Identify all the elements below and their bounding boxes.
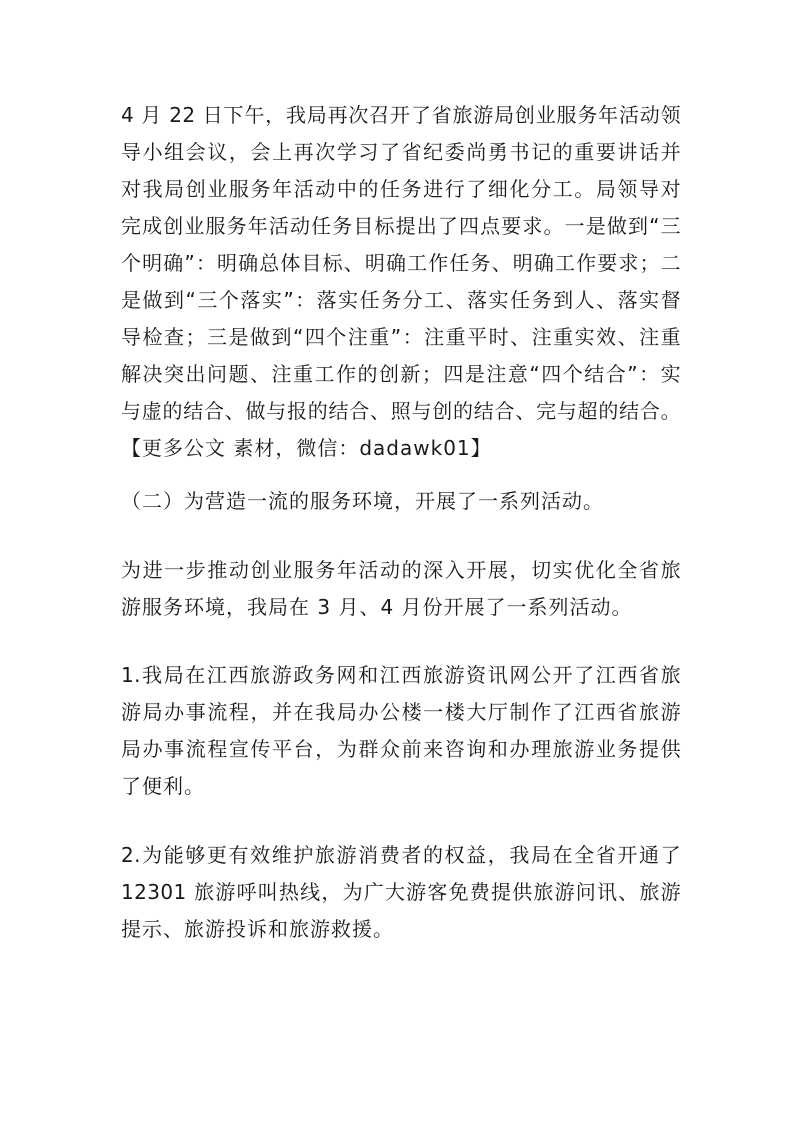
paragraph-1-line-2: 导小组会议，会上再次学习了省纪委尚勇书记的重要讲话并: [121, 140, 681, 164]
paragraph-1-line-6: 是做到“三个落实”：落实任务分工、落实任务到人、落实督: [121, 288, 681, 312]
paragraph-1-line-9: 与虚的结合、做与报的结合、照与创的结合、完与超的结合。: [121, 399, 681, 423]
paragraph-5-line-3: 提示、旅游投诉和旅游救援。: [121, 917, 394, 941]
paragraph-4-line-1: 1.我局在江西旅游政务网和江西旅游资讯网公开了江西省旅: [121, 663, 681, 687]
paragraph-2-line-1: （二）为营造一流的服务环境，开展了一系列活动。: [121, 489, 604, 513]
paragraph-1-line-8: 解决突出问题、注重工作的创新；四是注意“四个结合”：实: [121, 362, 681, 386]
paragraph-1-line-10: 【更多公文 素材，微信：dadawk01】: [121, 436, 492, 460]
paragraph-5-line-1: 2.为能够更有效维护旅游消费者的权益，我局在全省开通了: [121, 843, 681, 867]
paragraph-5-line-2: 12301 旅游呼叫热线，为广大游客免费提供旅游问讯、旅游: [121, 880, 681, 904]
paragraph-4-line-3: 局办事流程宣传平台，为群众前来咨询和办理旅游业务提供: [121, 737, 681, 761]
paragraph-4-line-4: 了便利。: [121, 774, 205, 798]
paragraph-4-line-2: 游局办事流程，并在我局办公楼一楼大厅制作了江西省旅游: [121, 700, 681, 724]
paragraph-1-line-1: 4 月 22 日下午，我局再次召开了省旅游局创业服务年活动领: [121, 103, 681, 127]
paragraph-1-line-5: 个明确”：明确总体目标、明确工作任务、明确工作要求；二: [121, 251, 681, 275]
paragraph-3-line-2: 游服务环境，我局在 3 月、4 月份开展了一系列活动。: [121, 595, 633, 619]
paragraph-1-line-7: 导检查；三是做到“四个注重”：注重平时、注重实效、注重: [121, 325, 681, 349]
paragraph-1-line-3: 对我局创业服务年活动中的任务进行了细化分工。局领导对: [121, 177, 681, 201]
paragraph-3-line-1: 为进一步推动创业服务年活动的深入开展，切实优化全省旅: [121, 558, 681, 582]
paragraph-1-line-4: 完成创业服务年活动任务目标提出了四点要求。一是做到“三: [121, 214, 681, 238]
